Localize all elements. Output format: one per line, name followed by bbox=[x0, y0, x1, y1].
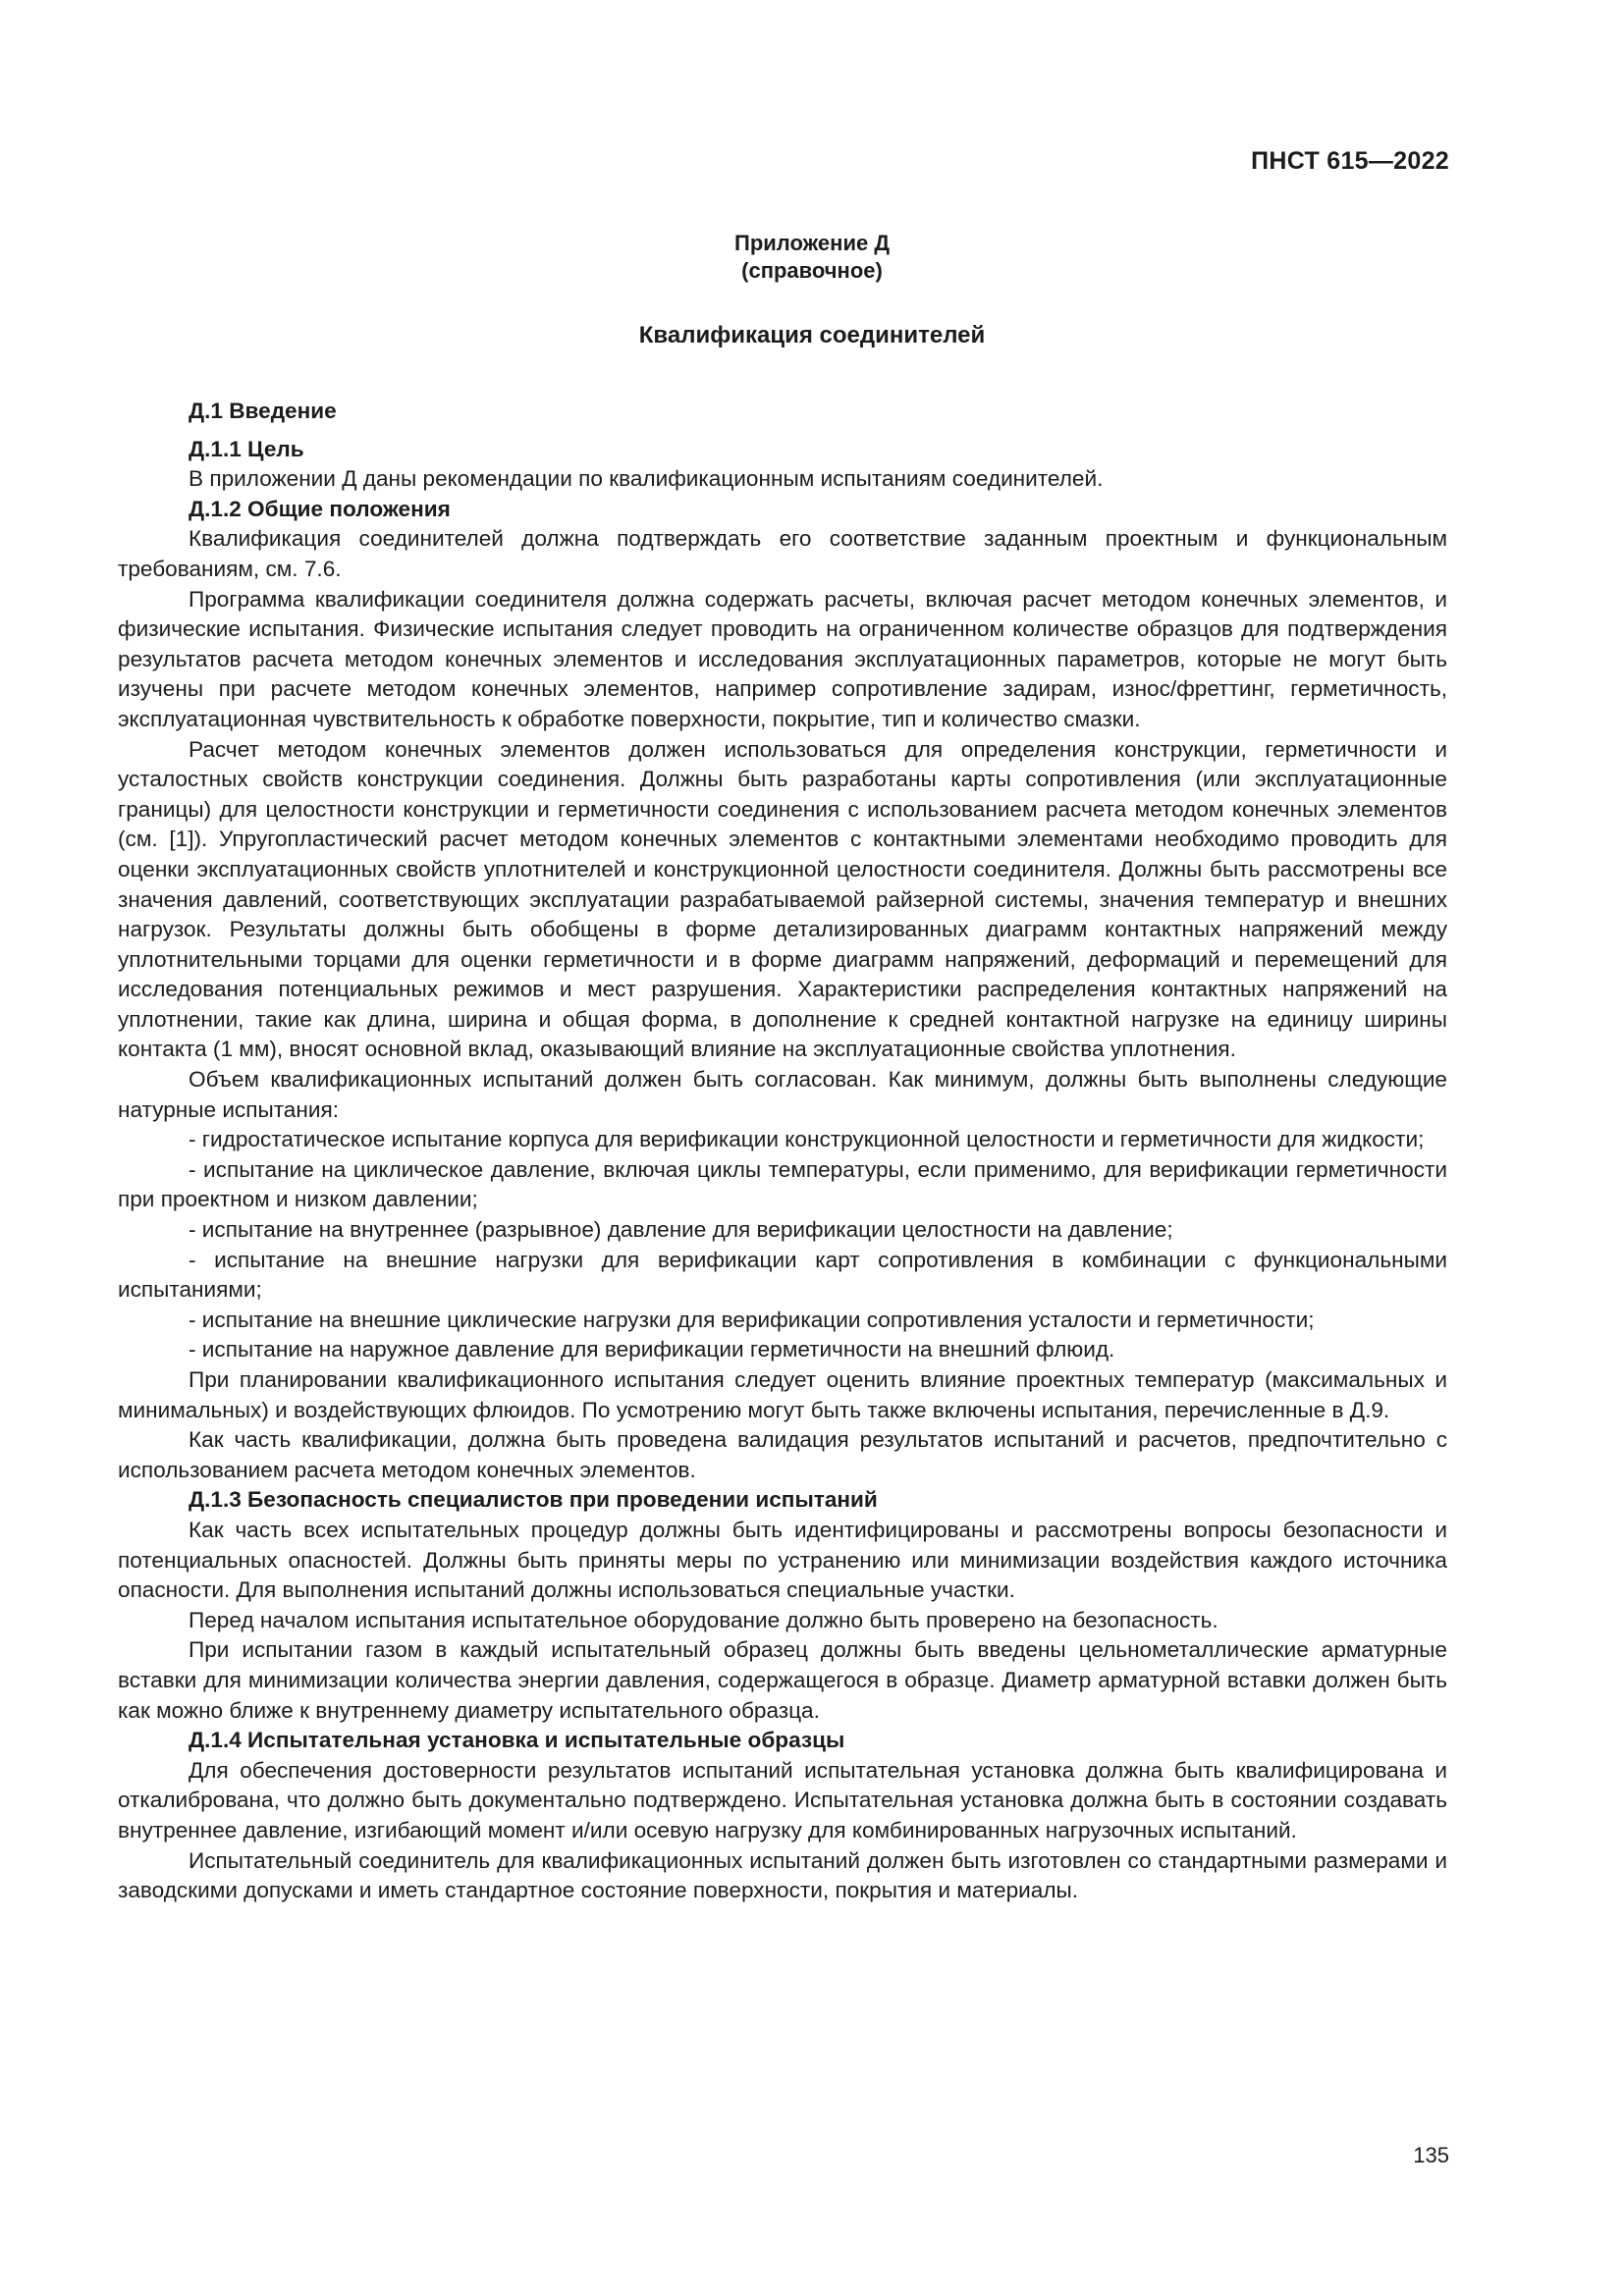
paragraph: При испытании газом в каждый испытательный образец должны быть введены цельнометаллические арматурные вставки для минимизации количества энергии давления, содержащегося в образце. Диаметр арматурной вставки должен быть как можно ближе к внутреннему диаметру испытательного образца. bbox=[118, 1637, 1447, 1723]
paragraph: Расчет методом конечных элементов должен использоваться для определения конструкции, герметичности и усталостных свойств конструкции соединения. Должны быть разработаны карты сопротивления (или эксплуатационные границы) для целостности конструкции и герметичности соединения с использованием расчета методом конечных элементов (см. [1]). Упругопластический расчет методом конечных элементов с контактными элементами необходимо проводить для оценки эксплуатационных свойств уплотнителей и конструкционной целостности соединителя. Должны быть рассмотрены все значения давлений, соответствующих эксплуатации разрабатываемой райзерной системы, значения температур и внешних нагрузок. Результаты должны быть обобщены в форме детализированных диаграмм контактных напряжений между уплотнительными торцами для оценки герметичности и в форме диаграмм напряжений, деформаций и перемещений для исследования потенциальных режимов и мест разрушения. Характеристики распределения контактных напряжений на уплотнении, такие как длина, ширина и общая форма, в дополнение к средней контактной нагрузке на единицу ширины контакта (1 мм), вносят основной вклад, оказывающий влияние на эксплуатационные свойства уплотнения. bbox=[118, 736, 1447, 1062]
list-item: - испытание на внешние нагрузки для верификации карт сопротивления в комбинации с функциональными испытаниями; bbox=[118, 1247, 1447, 1303]
appendix-label: Приложение Д bbox=[734, 231, 890, 255]
appendix-kind: (справочное) bbox=[741, 258, 883, 283]
appendix-title: Квалификация соединителей bbox=[638, 322, 986, 348]
page-number: 135 bbox=[1413, 2143, 1449, 2167]
section-heading-d1: Д.1 Введение bbox=[189, 399, 337, 423]
paragraph: В приложении Д даны рекомендации по квалификационным испытаниям соединителей. bbox=[189, 466, 1104, 492]
paragraph: Объем квалификационных испытаний должен быть согласован. Как минимум, должны быть выполнены следующие натурные испытания: bbox=[118, 1067, 1447, 1122]
document-code: ПНСТ 615—2022 bbox=[1251, 147, 1449, 175]
section-heading-d13: Д.1.3 Безопасность специалистов при проведении испытаний bbox=[189, 1487, 878, 1513]
paragraph: Как часть всех испытательных процедур должны быть идентифицированы и рассмотрены вопросы безопасности и потенциальных опасностей. Должны быть приняты меры по устранению или минимизации воздействия каждого источника опасности. Для выполнения испытаний должны использоваться специальные участки. bbox=[118, 1517, 1447, 1603]
paragraph: Для обеспечения достоверности результатов испытаний испытательная установка должна быть квалифицирована и откалибрована, что должно быть документально подтверждено. Испытательная установка должна быть в состоянии создавать внутреннее давление, изгибающий момент и/или осевую нагрузку для комбинированных нагрузочных испытаний. bbox=[118, 1757, 1447, 1842]
paragraph: Как часть квалификации, должна быть проведена валидация результатов испытаний и расчетов, предпочтительно с использованием расчета методом конечных элементов. bbox=[118, 1427, 1447, 1482]
paragraph: Квалификация соединителей должна подтверждать его соответствие заданным проектным и функциональным требованиям, см. 7.6. bbox=[118, 526, 1447, 581]
list-item: - испытание на наружное давление для верификации герметичности на внешний флюид. bbox=[189, 1337, 1115, 1362]
paragraph: При планировании квалификационного испытания следует оценить влияние проектных температур (максимальных и минимальных) и воздействующих флюидов. По усмотрению могут быть также включены испытания, перечисленные в Д.9. bbox=[118, 1367, 1447, 1422]
section-heading-d14: Д.1.4 Испытательная установка и испытательные образцы bbox=[189, 1728, 845, 1753]
list-item: - испытание на внутреннее (разрывное) давление для верификации целостности на давление; bbox=[189, 1217, 1173, 1243]
list-item: - испытание на внешние циклические нагрузки для верификации сопротивления усталости и герметичности; bbox=[189, 1307, 1315, 1332]
section-heading-d12: Д.1.2 Общие положения bbox=[189, 496, 451, 521]
list-item: - испытание на циклическое давление, включая циклы температуры, если применимо, для верификации герметичности при проектном и низком давлении; bbox=[118, 1156, 1447, 1212]
list-item: - гидростатическое испытание корпуса для верификации конструкционной целостности и герметичности для жидкости; bbox=[189, 1127, 1425, 1152]
paragraph: Испытательный соединитель для квалификационных испытаний должен быть изготовлен со стандартными размерами и заводскими допусками и иметь стандартное состояние поверхности, покрытия и материалы. bbox=[118, 1847, 1447, 1903]
paragraph: Перед началом испытания испытательное оборудование должно быть проверено на безопасность. bbox=[189, 1607, 1218, 1632]
appendix-heading bbox=[0, 230, 1624, 285]
paragraph: Программа квалификации соединителя должна содержать расчеты, включая расчет методом конечных элементов, и физические испытания. Физические испытания следует проводить на ограниченном количестве образцов для подтверждения результатов расчета методом конечных элементов и исследования эксплуатационных параметров, которые не могут быть изучены при расчете методом конечных элементов, например сопротивление задирам, износ/фреттинг, герметичность, эксплуатационная чувствительность к обработке поверхности, покрытие, тип и количество смазки. bbox=[118, 586, 1447, 731]
section-heading-d11: Д.1.1 Цель bbox=[189, 436, 304, 461]
document-body bbox=[118, 397, 1447, 1906]
